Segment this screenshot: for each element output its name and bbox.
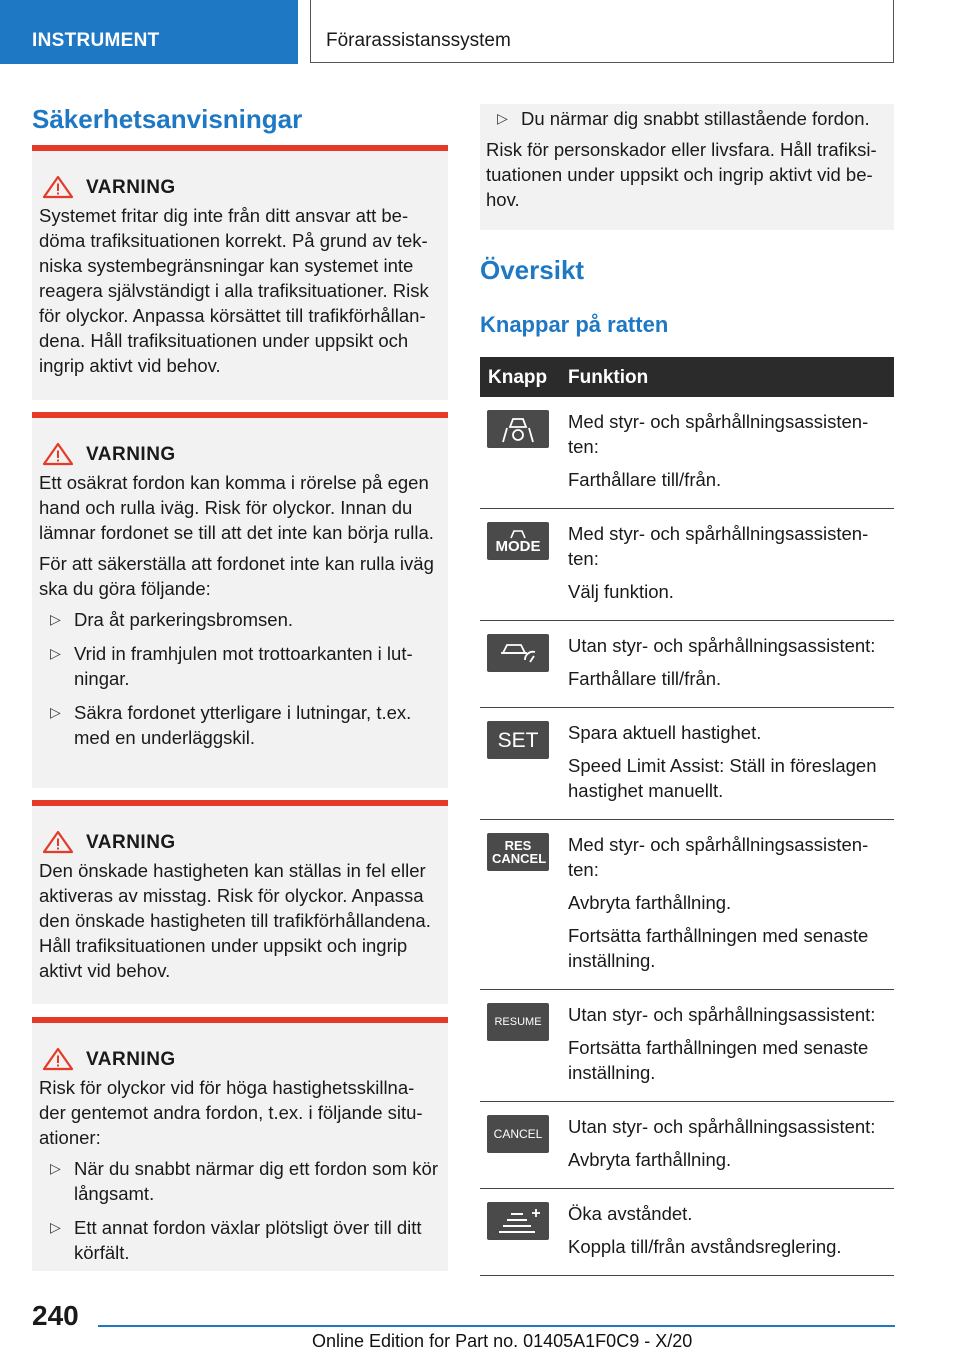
page-number: 240 [32, 1300, 79, 1331]
key-label: RES CANCEL [492, 838, 547, 866]
warning-text: Den önskade hastigheten kan ställas in fel eller aktiveras av misstag. Risk för olyckor. Anpassa den önskade hastigheten till trafikförhållandena. Håll trafiksituationen under uppsikt och ingrip aktivt vid behov. [39, 860, 431, 981]
list-item: ▷ Dra åt parkeringsbromsen. [50, 609, 294, 630]
warning-continuation [480, 104, 894, 230]
list-item: ▷ Vrid in framhjulen mot trottoarkanten i lut-ningar. [50, 643, 413, 689]
table-row [480, 621, 894, 708]
res-cancel-button-icon [487, 833, 549, 871]
warning-title: VARNING [39, 828, 440, 856]
cruise-control-icon [487, 634, 549, 672]
mode-button-icon [487, 522, 549, 560]
function-text: Öka avståndet. [568, 1203, 693, 1224]
cancel-button-icon [487, 1115, 549, 1153]
bullet-list [39, 1156, 440, 1265]
list-item: ▷ När du snabbt närmar dig ett fordon som kör långsamt. [50, 1158, 439, 1204]
resume-button-icon [487, 1003, 549, 1041]
function-text: Avbryta farthållning. [568, 892, 732, 913]
warning-triangle-icon [42, 830, 74, 854]
function-text: Välj funktion. [568, 581, 674, 602]
footer-divider [98, 1325, 895, 1327]
function-text: Spara aktuell hastighet. [568, 722, 762, 743]
section-title: INSTRUMENT [32, 30, 160, 51]
warning-box-1 [32, 145, 448, 400]
function-text: Fortsätta farthållningen med senaste inställning. [568, 1037, 869, 1083]
steering-buttons-table [480, 357, 894, 1276]
triangle-bullet-icon: ▷ [50, 704, 61, 720]
function-text: Utan styr- och spårhållningsassistent: [568, 1116, 876, 1137]
list-item: ▷ Ett annat fordon växlar plötsligt över till ditt körfält. [50, 1217, 422, 1263]
triangle-bullet-icon: ▷ [50, 645, 61, 661]
warning-text: För att säkerställa att fordonet inte kan rulla iväg ska du göra följande: [39, 553, 434, 599]
function-text: Utan styr- och spårhållningsassistent: [568, 1004, 876, 1025]
table-header-row [480, 357, 894, 397]
triangle-bullet-icon: ▷ [50, 1160, 61, 1176]
safety-heading: Säkerhetsanvisningar [32, 104, 303, 134]
function-text: Farthållare till/från. [568, 469, 722, 490]
function-text: Avbryta farthållning. [568, 1149, 732, 1170]
table-row [480, 990, 894, 1102]
function-text: Med styr- och spårhållningsassisten-ten: [568, 834, 869, 880]
function-text: Med styr- och spårhållningsassisten-ten: [568, 411, 869, 457]
table-row [480, 708, 894, 820]
function-text: Farthållare till/från. [568, 668, 722, 689]
warning-triangle-icon [42, 175, 74, 199]
function-text: Koppla till/från avståndsreglering. [568, 1236, 842, 1257]
warning-box-4 [32, 1017, 448, 1271]
warning-title: VARNING [39, 440, 440, 468]
column-header-button: Knapp [480, 357, 563, 397]
warning-triangle-icon [42, 442, 74, 466]
distance-increase-icon [487, 1202, 549, 1240]
key-label: CANCEL [493, 1126, 543, 1141]
table-row [480, 509, 894, 621]
column-header-function: Funktion [563, 357, 894, 397]
steering-assist-cruise-icon [487, 410, 549, 448]
warning-text: Risk för olyckor vid för höga hastighetsskillna-der gentemot andra fordon, t.ex. i följande situ-ationer: [39, 1077, 423, 1148]
table-row [480, 397, 894, 509]
warning-text: Risk för personskador eller livsfara. Håll trafiksi-tuationen under uppsikt och ingrip aktivt vid be-hov. [486, 139, 877, 210]
warning-triangle-icon [42, 1047, 74, 1071]
warning-text: Systemet fritar dig inte från ditt ansvar att be-döma trafiksituationen korrekt. På grund av tek-niska systembegränsningar kan systemet inte reagera självständigt i alla trafiksituationer. Risk för olyckor. Anpassa körsättet till trafikförhållan-dena. Håll trafiksituationen under uppsikt och ingrip aktivt vid behov. [39, 205, 429, 376]
key-label: MODE [495, 537, 541, 555]
bullet-list [39, 607, 440, 750]
function-text: Med styr- och spårhållningsassisten-ten: [568, 523, 869, 569]
bullet-list [486, 106, 888, 131]
chapter-title: Förarassistanssystem [326, 30, 511, 51]
warning-title: VARNING [39, 173, 440, 201]
triangle-bullet-icon: ▷ [50, 1219, 61, 1235]
steering-buttons-heading: Knappar på ratten [480, 312, 669, 337]
chapter-tab [310, 0, 894, 63]
warning-text: Ett osäkrat fordon kan komma i rörelse på egen hand och rulla iväg. Risk för olyckor. Innan du lämnar fordonet se till att det inte kan börja rulla. [39, 472, 434, 543]
warning-box-2 [32, 412, 448, 788]
section-tab [0, 0, 298, 64]
table-row [480, 820, 894, 990]
overview-heading: Översikt [480, 255, 585, 285]
list-item: ▷ Du närmar dig snabbt stillastående fordon. [497, 108, 870, 129]
list-item: ▷ Säkra fordonet ytterligare i lutningar, t.ex. med en underläggskil. [50, 702, 412, 748]
table-row [480, 1189, 894, 1276]
warning-box-3 [32, 800, 448, 1004]
key-label: RESUME [494, 1015, 542, 1028]
function-text: Fortsätta farthållningen med senaste inställning. [568, 925, 869, 971]
triangle-bullet-icon: ▷ [497, 110, 508, 126]
triangle-bullet-icon: ▷ [50, 611, 61, 627]
edition-text: Online Edition for Part no. 01405A1F0C9 - X/20 [312, 1331, 693, 1351]
function-text: Speed Limit Assist: Ställ in föreslagen hastighet manuellt. [568, 755, 877, 801]
key-label: SET [497, 728, 539, 752]
warning-title: VARNING [39, 1045, 440, 1073]
table-row [480, 1102, 894, 1189]
set-button-icon [487, 721, 549, 759]
function-text: Utan styr- och spårhållningsassistent: [568, 635, 876, 656]
